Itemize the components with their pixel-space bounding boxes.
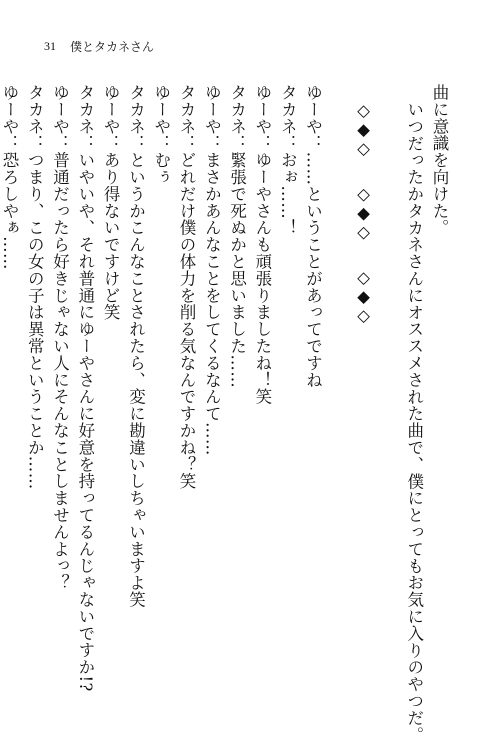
diamond-ornament-1: ◇◆◇ — [354, 100, 374, 158]
dialogue-line: タカネ：というかこんなことされたら、変に勘違いしちゃいますよ笑 — [126, 84, 146, 608]
dialogue-line: ゆーや：むぅ — [151, 84, 171, 186]
dialogue-line: ゆーや：まさかあんなことをしてくるなんて…… — [202, 84, 222, 456]
dialogue-line: タカネ：おぉ……！ — [278, 84, 298, 237]
dialogue-line: タカネ：つまり、この女の子は異常ということか…… — [25, 84, 45, 490]
dialogue-line: ゆーや：ゆーやさんも頑張りましたね！笑 — [252, 84, 272, 406]
narration-line: 曲に意識を向けた。 — [430, 84, 449, 237]
dialogue-line: ゆーや：……ということがあってですね — [303, 84, 323, 389]
dialogue-line: ゆーや：普通だったら好きじゃない人にそんなことしませんよっ？ — [50, 84, 70, 591]
dialogue-line: ゆーや：恐ろしやぁ…… — [0, 84, 19, 270]
vertical-text-body — [0, 84, 452, 743]
dialogue-line: タカネ：どれだけ僕の体力を削る気なんですかね？笑 — [177, 84, 197, 490]
running-title: 僕とタカネさん — [70, 39, 155, 54]
section-break-ornament — [351, 84, 376, 684]
diamond-ornament-3: ◇◆◇ — [354, 267, 374, 325]
dialogue-line: ゆーや：あり得ないですけど笑 — [101, 84, 121, 321]
running-header — [44, 38, 154, 54]
dialogue-line: タカネ：緊張で死ぬかと思いました…… — [227, 84, 247, 389]
page-number: 31 — [44, 38, 56, 53]
dialogue-line: タカネ：いやいや、それ普通にゆーやさんに好意を持ってるんじゃないですか!? — [75, 84, 95, 692]
narration-line: いつだったかタカネさんにオススメされた曲で、僕にとってもお気に入りのやつだ。 — [404, 100, 424, 743]
diamond-ornament-2: ◇◆◇ — [354, 183, 374, 241]
